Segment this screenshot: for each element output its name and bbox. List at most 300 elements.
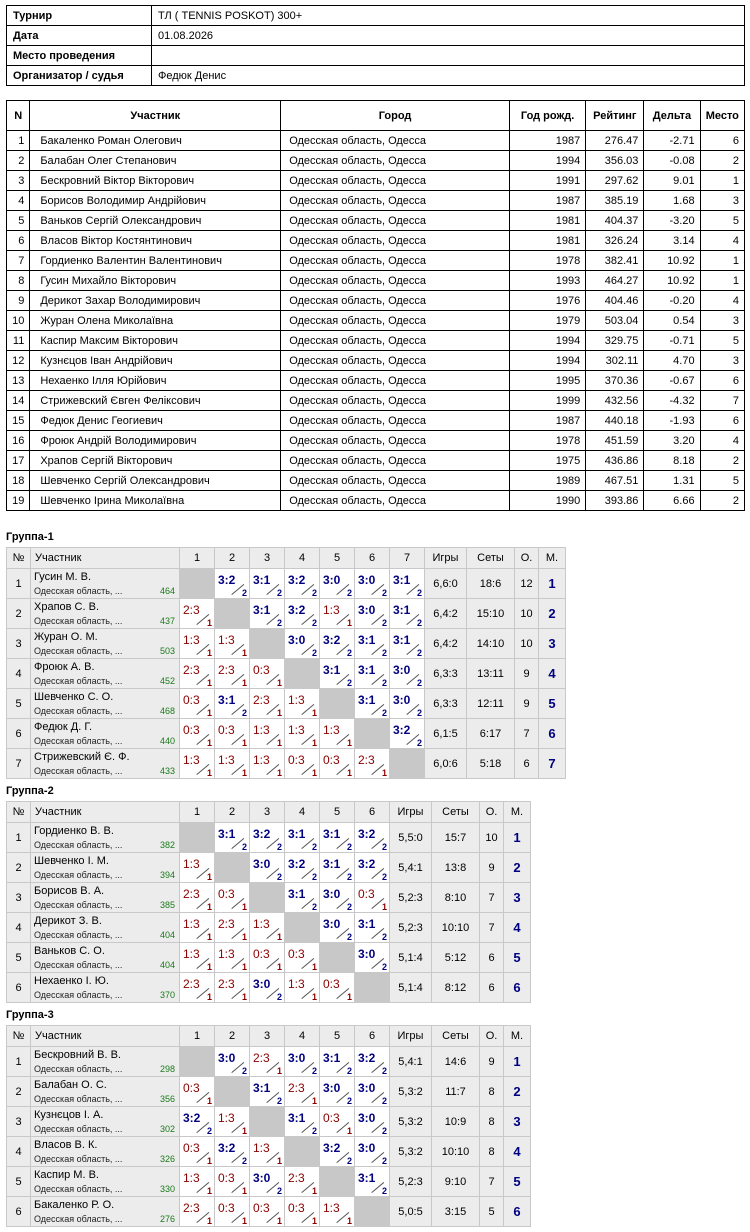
self-cell bbox=[250, 629, 285, 659]
participant-cell[interactable] bbox=[31, 973, 180, 1003]
row-index: 1 bbox=[7, 569, 31, 599]
match-result[interactable] bbox=[180, 1197, 215, 1227]
match-result[interactable] bbox=[355, 1107, 390, 1137]
match-score: 3:1 bbox=[253, 573, 271, 587]
birth-year: 1995 bbox=[509, 371, 585, 391]
match-result[interactable] bbox=[215, 659, 250, 689]
match-result[interactable] bbox=[250, 1197, 285, 1227]
player-rating: 330 bbox=[159, 1184, 175, 1194]
match-score: 3:0 bbox=[393, 693, 411, 707]
rating-delta: -4.32 bbox=[644, 391, 700, 411]
match-result[interactable] bbox=[355, 1077, 390, 1107]
col-opponent: 1 bbox=[180, 802, 215, 823]
match-result[interactable] bbox=[250, 689, 285, 719]
participant-cell[interactable] bbox=[31, 569, 180, 599]
participant-cell[interactable] bbox=[31, 629, 180, 659]
match-result[interactable] bbox=[320, 1077, 355, 1107]
place-stat: 6 bbox=[504, 973, 531, 1003]
match-score: 3:1 bbox=[288, 1111, 306, 1125]
participant-name: Шевченко Ірина Миколаївна bbox=[30, 491, 281, 511]
table-row bbox=[7, 391, 745, 411]
match-result[interactable] bbox=[320, 569, 355, 599]
col-opponent: 5 bbox=[320, 802, 355, 823]
place: 3 bbox=[700, 311, 744, 331]
player-city: Одесская область, ... bbox=[34, 706, 123, 716]
participant-cell[interactable] bbox=[31, 883, 180, 913]
rating-delta: 0.54 bbox=[644, 311, 700, 331]
self-cell bbox=[215, 1077, 250, 1107]
match-result[interactable] bbox=[250, 749, 285, 779]
match-result[interactable] bbox=[180, 719, 215, 749]
match-score: 3:1 bbox=[393, 573, 411, 587]
match-result[interactable] bbox=[355, 913, 390, 943]
participant-city: Одесская область, Одесса bbox=[281, 411, 510, 431]
match-result[interactable] bbox=[250, 853, 285, 883]
group-row bbox=[7, 1197, 531, 1227]
points-stat: 5 bbox=[480, 1197, 504, 1227]
col-sets: Сеты bbox=[467, 548, 515, 569]
sets-stat: 3:15 bbox=[432, 1197, 480, 1227]
player-city: Одесская область, ... bbox=[34, 900, 123, 910]
participant-cell[interactable] bbox=[31, 913, 180, 943]
match-result[interactable] bbox=[250, 599, 285, 629]
match-points: 2 bbox=[381, 1186, 387, 1196]
match-result[interactable] bbox=[215, 1047, 250, 1077]
match-result[interactable] bbox=[180, 689, 215, 719]
match-result[interactable] bbox=[250, 1137, 285, 1167]
rating: 404.46 bbox=[586, 291, 644, 311]
player-city: Одесская область, ... bbox=[34, 870, 123, 880]
match-score: 1:3 bbox=[218, 753, 235, 767]
match-result[interactable] bbox=[180, 973, 215, 1003]
match-result[interactable] bbox=[285, 883, 320, 913]
rating: 432.56 bbox=[586, 391, 644, 411]
match-result[interactable] bbox=[180, 1167, 215, 1197]
participant-cell[interactable] bbox=[31, 943, 180, 973]
participant-number: 13 bbox=[7, 371, 30, 391]
match-result[interactable] bbox=[180, 749, 215, 779]
points-stat: 10 bbox=[515, 629, 539, 659]
match-score: 3:0 bbox=[218, 1051, 236, 1065]
match-result[interactable] bbox=[180, 659, 215, 689]
match-result[interactable] bbox=[320, 599, 355, 629]
col-opponent: 4 bbox=[285, 1026, 320, 1047]
column-header: Год рожд. bbox=[509, 101, 585, 131]
match-score: 1:3 bbox=[183, 633, 200, 647]
participant-cell[interactable] bbox=[31, 1047, 180, 1077]
player-city: Одесская область, ... bbox=[34, 1184, 123, 1194]
match-score: 3:1 bbox=[358, 663, 376, 677]
sets-stat: 9:10 bbox=[432, 1167, 480, 1197]
match-score: 3:2 bbox=[183, 1111, 201, 1125]
group-title: Группа-3 bbox=[6, 1009, 54, 1021]
participant-cell[interactable] bbox=[31, 1197, 180, 1227]
match-result[interactable] bbox=[180, 1107, 215, 1137]
match-result[interactable] bbox=[285, 853, 320, 883]
participant-number: 5 bbox=[7, 211, 30, 231]
match-points: 2 bbox=[381, 1096, 387, 1106]
match-points: 1 bbox=[206, 962, 212, 972]
participant-cell[interactable] bbox=[31, 689, 180, 719]
match-points: 2 bbox=[311, 1126, 317, 1136]
player-city: Одесская область, ... bbox=[34, 676, 123, 686]
match-result[interactable] bbox=[250, 823, 285, 853]
match-score: 2:3 bbox=[253, 693, 270, 707]
match-points: 2 bbox=[416, 678, 422, 688]
match-score: 2:3 bbox=[218, 977, 235, 991]
info-label: Турнир bbox=[7, 6, 152, 26]
info-value: ТЛ ( TENNIS POSKOT) 300+ bbox=[152, 6, 745, 26]
match-result[interactable] bbox=[320, 749, 355, 779]
match-result[interactable] bbox=[320, 913, 355, 943]
participant-city: Одесская область, Одесса bbox=[281, 491, 510, 511]
participant-cell[interactable] bbox=[31, 1077, 180, 1107]
sets-stat: 15:10 bbox=[467, 599, 515, 629]
match-result[interactable] bbox=[285, 1077, 320, 1107]
match-result[interactable] bbox=[285, 569, 320, 599]
match-result[interactable] bbox=[320, 629, 355, 659]
table-row bbox=[7, 191, 745, 211]
match-result[interactable] bbox=[355, 823, 390, 853]
row-index: 7 bbox=[7, 749, 31, 779]
rating-delta: 6.66 bbox=[644, 491, 700, 511]
match-result[interactable] bbox=[215, 883, 250, 913]
player-rating: 326 bbox=[159, 1154, 175, 1164]
player-city: Одесская область, ... bbox=[34, 840, 123, 850]
match-result[interactable] bbox=[250, 569, 285, 599]
match-result[interactable] bbox=[320, 719, 355, 749]
player-rating: 370 bbox=[159, 990, 175, 1000]
match-result[interactable] bbox=[320, 853, 355, 883]
rating-delta: 1.31 bbox=[644, 471, 700, 491]
match-points: 2 bbox=[346, 648, 352, 658]
participant-number: 3 bbox=[7, 171, 30, 191]
match-score: 3:2 bbox=[288, 573, 306, 587]
match-result[interactable] bbox=[390, 659, 425, 689]
points-stat: 9 bbox=[515, 659, 539, 689]
match-result[interactable] bbox=[355, 1137, 390, 1167]
row-index: 5 bbox=[7, 943, 31, 973]
match-result[interactable] bbox=[215, 973, 250, 1003]
group-row bbox=[7, 569, 566, 599]
participant-number: 8 bbox=[7, 271, 30, 291]
match-result[interactable] bbox=[250, 973, 285, 1003]
match-result[interactable] bbox=[355, 1047, 390, 1077]
group-row bbox=[7, 719, 566, 749]
match-points: 2 bbox=[276, 872, 282, 882]
match-score: 3:1 bbox=[323, 663, 341, 677]
match-points: 1 bbox=[206, 618, 212, 628]
match-score: 3:0 bbox=[358, 1141, 376, 1155]
match-result[interactable] bbox=[215, 913, 250, 943]
match-points: 1 bbox=[241, 1186, 247, 1196]
col-opponent: 6 bbox=[355, 802, 390, 823]
player-rating: 437 bbox=[159, 616, 175, 626]
match-result[interactable] bbox=[180, 883, 215, 913]
player-name: Шевченко С. О. bbox=[34, 691, 114, 703]
match-points: 1 bbox=[206, 768, 212, 778]
participant-cell[interactable] bbox=[31, 1137, 180, 1167]
player-name: Бескровний В. В. bbox=[34, 1049, 121, 1061]
match-result[interactable] bbox=[285, 943, 320, 973]
match-result[interactable] bbox=[215, 1137, 250, 1167]
match-points: 1 bbox=[276, 708, 282, 718]
sets-stat: 12:11 bbox=[467, 689, 515, 719]
match-points: 2 bbox=[276, 992, 282, 1002]
self-cell bbox=[180, 823, 215, 853]
group-row bbox=[7, 913, 531, 943]
match-score: 3:1 bbox=[253, 603, 271, 617]
match-result[interactable] bbox=[320, 883, 355, 913]
match-result[interactable] bbox=[320, 973, 355, 1003]
match-result[interactable] bbox=[215, 719, 250, 749]
rating-delta: 3.14 bbox=[644, 231, 700, 251]
rating: 503.04 bbox=[586, 311, 644, 331]
participant-cell[interactable] bbox=[31, 599, 180, 629]
match-score: 3:2 bbox=[358, 857, 376, 871]
table-row bbox=[7, 471, 745, 491]
participant-number: 4 bbox=[7, 191, 30, 211]
participant-cell[interactable] bbox=[31, 823, 180, 853]
col-games: Игры bbox=[390, 802, 432, 823]
match-score: 1:3 bbox=[288, 977, 305, 991]
match-result[interactable] bbox=[355, 1167, 390, 1197]
match-result[interactable] bbox=[355, 659, 390, 689]
player-name: Борисов В. А. bbox=[34, 885, 105, 897]
player-rating: 440 bbox=[159, 736, 175, 746]
match-result[interactable] bbox=[180, 913, 215, 943]
match-result[interactable] bbox=[355, 569, 390, 599]
participant-city: Одесская область, Одесса bbox=[281, 131, 510, 151]
match-result[interactable] bbox=[250, 1077, 285, 1107]
match-result[interactable] bbox=[355, 629, 390, 659]
col-opponent: 4 bbox=[285, 802, 320, 823]
match-points: 1 bbox=[311, 1216, 317, 1226]
match-result[interactable] bbox=[285, 1107, 320, 1137]
rating-delta: -0.67 bbox=[644, 371, 700, 391]
player-city: Одесская область, ... bbox=[34, 586, 123, 596]
participant-city: Одесская область, Одесса bbox=[281, 331, 510, 351]
place-stat: 1 bbox=[504, 823, 531, 853]
games-stat: 6,1:5 bbox=[425, 719, 467, 749]
match-result[interactable] bbox=[355, 689, 390, 719]
games-stat: 5,3:2 bbox=[390, 1077, 432, 1107]
col-participant: Участник bbox=[31, 802, 180, 823]
place: 4 bbox=[700, 231, 744, 251]
match-points: 2 bbox=[416, 588, 422, 598]
match-score: 0:3 bbox=[358, 887, 375, 901]
match-result[interactable] bbox=[215, 569, 250, 599]
match-result[interactable] bbox=[285, 973, 320, 1003]
col-opponent: 2 bbox=[215, 802, 250, 823]
match-points: 2 bbox=[381, 1126, 387, 1136]
match-result[interactable] bbox=[250, 1167, 285, 1197]
place-stat: 5 bbox=[539, 689, 566, 719]
match-score: 3:2 bbox=[288, 603, 306, 617]
match-result[interactable] bbox=[285, 823, 320, 853]
player-city: Одесская область, ... bbox=[34, 766, 123, 776]
match-result[interactable] bbox=[285, 1167, 320, 1197]
match-result[interactable] bbox=[355, 749, 390, 779]
match-points: 2 bbox=[381, 842, 387, 852]
participant-cell[interactable] bbox=[31, 659, 180, 689]
match-result[interactable] bbox=[215, 689, 250, 719]
match-result[interactable] bbox=[320, 1047, 355, 1077]
match-points: 2 bbox=[346, 678, 352, 688]
match-result[interactable] bbox=[390, 719, 425, 749]
match-result[interactable] bbox=[320, 823, 355, 853]
match-result[interactable] bbox=[180, 943, 215, 973]
match-score: 3:1 bbox=[358, 1171, 376, 1185]
table-row bbox=[7, 451, 745, 471]
games-stat: 5,2:3 bbox=[390, 883, 432, 913]
match-result[interactable] bbox=[390, 629, 425, 659]
match-result[interactable] bbox=[250, 943, 285, 973]
place-stat: 4 bbox=[504, 1137, 531, 1167]
sets-stat: 6:17 bbox=[467, 719, 515, 749]
match-result[interactable] bbox=[215, 943, 250, 973]
match-result[interactable] bbox=[285, 719, 320, 749]
match-result[interactable] bbox=[250, 659, 285, 689]
match-score: 2:3 bbox=[183, 887, 200, 901]
participant-cell[interactable] bbox=[31, 1107, 180, 1137]
match-points: 1 bbox=[346, 768, 352, 778]
match-result[interactable] bbox=[250, 913, 285, 943]
self-cell bbox=[285, 659, 320, 689]
points-stat: 7 bbox=[480, 883, 504, 913]
participant-city: Одесская область, Одесса bbox=[281, 191, 510, 211]
row-index: 5 bbox=[7, 1167, 31, 1197]
points-stat: 6 bbox=[480, 973, 504, 1003]
match-result[interactable] bbox=[215, 1107, 250, 1137]
match-result[interactable] bbox=[180, 1137, 215, 1167]
col-index: № bbox=[7, 548, 31, 569]
match-result[interactable] bbox=[355, 599, 390, 629]
self-cell bbox=[215, 853, 250, 883]
match-result[interactable] bbox=[180, 853, 215, 883]
participant-cell[interactable] bbox=[31, 853, 180, 883]
match-points: 1 bbox=[206, 648, 212, 658]
match-score: 3:1 bbox=[218, 693, 236, 707]
self-cell bbox=[320, 1167, 355, 1197]
self-cell bbox=[250, 883, 285, 913]
match-score: 2:3 bbox=[183, 663, 200, 677]
participant-city: Одесская область, Одесса bbox=[281, 371, 510, 391]
info-row bbox=[7, 46, 745, 66]
player-city: Одесская область, ... bbox=[34, 616, 123, 626]
participant-name: Гордиенко Валентин Валентинович bbox=[30, 251, 281, 271]
self-cell bbox=[285, 1137, 320, 1167]
match-score: 1:3 bbox=[183, 857, 200, 871]
match-score: 1:3 bbox=[218, 633, 235, 647]
participant-city: Одесская область, Одесса bbox=[281, 431, 510, 451]
match-result[interactable] bbox=[285, 749, 320, 779]
match-result[interactable] bbox=[355, 853, 390, 883]
match-points: 1 bbox=[311, 738, 317, 748]
match-score: 3:1 bbox=[393, 603, 411, 617]
participant-cell[interactable] bbox=[31, 1167, 180, 1197]
match-result[interactable] bbox=[250, 719, 285, 749]
match-result[interactable] bbox=[390, 689, 425, 719]
match-points: 1 bbox=[311, 1096, 317, 1106]
match-points: 1 bbox=[276, 768, 282, 778]
match-result[interactable] bbox=[390, 599, 425, 629]
participant-number: 15 bbox=[7, 411, 30, 431]
player-name: Власов В. К. bbox=[34, 1139, 98, 1151]
birth-year: 1975 bbox=[509, 451, 585, 471]
match-points: 2 bbox=[381, 648, 387, 658]
match-result[interactable] bbox=[250, 1047, 285, 1077]
match-points: 1 bbox=[346, 618, 352, 628]
place-stat: 4 bbox=[539, 659, 566, 689]
table-row bbox=[7, 211, 745, 231]
place: 3 bbox=[700, 351, 744, 371]
match-score: 0:3 bbox=[183, 693, 200, 707]
match-result[interactable] bbox=[215, 1167, 250, 1197]
match-points: 1 bbox=[206, 902, 212, 912]
match-result[interactable] bbox=[215, 749, 250, 779]
row-index: 3 bbox=[7, 883, 31, 913]
points-stat: 7 bbox=[480, 1167, 504, 1197]
match-score: 2:3 bbox=[288, 1171, 305, 1185]
match-score: 1:3 bbox=[183, 1171, 200, 1185]
match-points: 1 bbox=[311, 708, 317, 718]
match-result[interactable] bbox=[320, 1137, 355, 1167]
self-cell bbox=[320, 943, 355, 973]
place-stat: 3 bbox=[504, 1107, 531, 1137]
participants-table bbox=[6, 100, 745, 511]
match-result[interactable] bbox=[180, 1077, 215, 1107]
match-score: 0:3 bbox=[218, 887, 235, 901]
sets-stat: 8:10 bbox=[432, 883, 480, 913]
participant-cell[interactable] bbox=[31, 719, 180, 749]
participant-number: 10 bbox=[7, 311, 30, 331]
row-index: 4 bbox=[7, 913, 31, 943]
player-rating: 468 bbox=[159, 706, 175, 716]
match-result[interactable] bbox=[320, 1197, 355, 1227]
match-score: 1:3 bbox=[288, 723, 305, 737]
birth-year: 1994 bbox=[509, 151, 585, 171]
match-score: 2:3 bbox=[358, 753, 375, 767]
rating-delta: -0.20 bbox=[644, 291, 700, 311]
match-result[interactable] bbox=[285, 629, 320, 659]
match-result[interactable] bbox=[285, 1047, 320, 1077]
participant-name: Власов Віктор Костянтинович bbox=[30, 231, 281, 251]
match-points: 2 bbox=[311, 872, 317, 882]
player-name: Гордиенко В. В. bbox=[34, 825, 114, 837]
match-result[interactable] bbox=[180, 629, 215, 659]
participant-cell[interactable] bbox=[31, 749, 180, 779]
match-result[interactable] bbox=[285, 689, 320, 719]
match-result[interactable] bbox=[320, 659, 355, 689]
participant-city: Одесская область, Одесса bbox=[281, 291, 510, 311]
match-result[interactable] bbox=[355, 883, 390, 913]
match-result[interactable] bbox=[215, 1197, 250, 1227]
match-score: 3:0 bbox=[323, 887, 341, 901]
match-result[interactable] bbox=[285, 599, 320, 629]
match-result[interactable] bbox=[355, 943, 390, 973]
match-result[interactable] bbox=[180, 599, 215, 629]
games-stat: 5,2:3 bbox=[390, 913, 432, 943]
match-result[interactable] bbox=[320, 1107, 355, 1137]
match-result[interactable] bbox=[285, 1197, 320, 1227]
birth-year: 1978 bbox=[509, 251, 585, 271]
col-place: М. bbox=[504, 1026, 531, 1047]
participant-number: 2 bbox=[7, 151, 30, 171]
match-result[interactable] bbox=[215, 629, 250, 659]
match-result[interactable] bbox=[390, 569, 425, 599]
match-result[interactable] bbox=[215, 823, 250, 853]
